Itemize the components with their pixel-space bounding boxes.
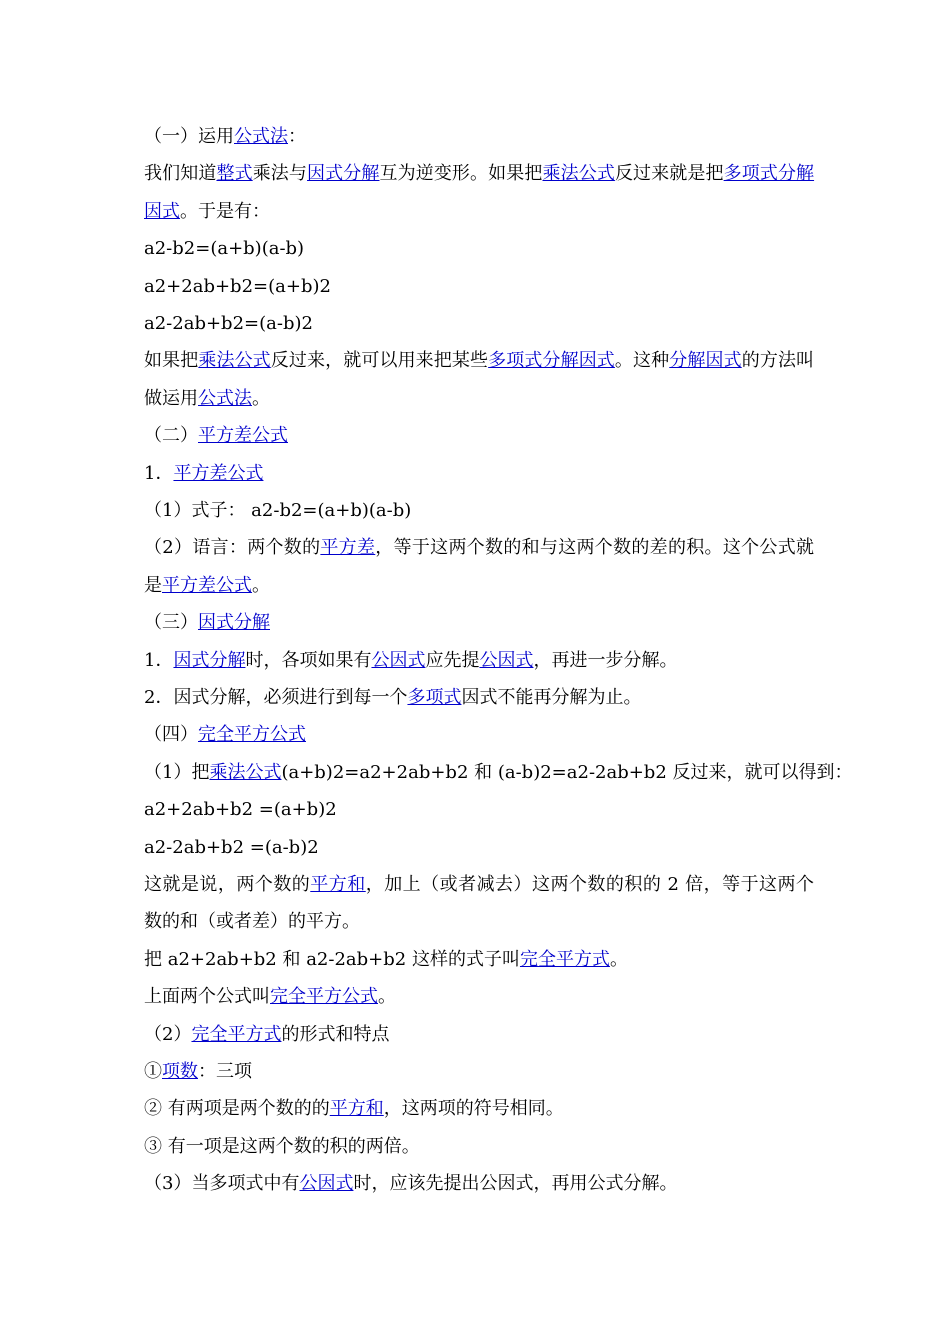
- paragraph-text: 上面两个公式叫: [144, 986, 270, 1008]
- paragraph: [144, 941, 814, 978]
- paragraph: [144, 1090, 814, 1127]
- paragraph-text: 。: [609, 948, 628, 970]
- paragraph-text: 2．因式分解，必须进行到每一个: [144, 686, 408, 708]
- paragraph-text: a2-2ab+b2=(a-b)2: [144, 312, 313, 334]
- paragraph-text: 因式不能再分解为止。: [461, 686, 642, 708]
- paragraph: [144, 1016, 814, 1053]
- term-link[interactable]: 项数: [162, 1060, 198, 1082]
- paragraph-text: 这就是说，两个数的: [144, 873, 311, 895]
- paragraph: [144, 829, 814, 866]
- paragraph-text: ，加上（或者减去）这两个数的积的 2 倍，等于这两个数的和（或者差）的平方。: [144, 873, 815, 933]
- paragraph: [144, 604, 814, 641]
- paragraph-text: （二）: [144, 425, 198, 447]
- term-link[interactable]: 平方差公式: [198, 425, 288, 447]
- paragraph-text: ①: [144, 1060, 162, 1082]
- paragraph: [144, 305, 814, 342]
- term-link[interactable]: 公因式: [371, 649, 426, 671]
- paragraph: [144, 866, 814, 941]
- paragraph-text: （三）: [144, 612, 198, 634]
- paragraph-text: （3）当多项式中有: [144, 1173, 300, 1195]
- paragraph-text: （2）: [144, 1023, 192, 1045]
- paragraph-text: 1．: [144, 649, 174, 671]
- term-link[interactable]: 平方和: [329, 1098, 384, 1120]
- term-link[interactable]: 平方和: [310, 873, 366, 895]
- paragraph-text: （2）语言：两个数的: [144, 537, 321, 559]
- term-link[interactable]: 多项式: [407, 686, 462, 708]
- paragraph-text: 我们知道: [144, 163, 217, 185]
- paragraph-text: 。: [252, 574, 270, 596]
- paragraph: [144, 529, 814, 604]
- paragraph-text: （一）运用: [144, 126, 234, 147]
- paragraph: [144, 342, 814, 417]
- paragraph: [144, 754, 853, 791]
- paragraph-text: ：: [288, 126, 306, 147]
- paragraph-text: 的方法叫做运用: [144, 350, 815, 409]
- term-link[interactable]: 完全平方公式: [270, 986, 378, 1008]
- term-link[interactable]: 公因式: [479, 649, 534, 671]
- term-link[interactable]: 完全平方式: [191, 1023, 282, 1045]
- paragraph: [144, 1053, 814, 1090]
- paragraph-text: （四）: [144, 724, 198, 746]
- term-link[interactable]: 整式: [216, 163, 253, 185]
- paragraph-text: a2+2ab+b2=(a+b)2: [144, 275, 331, 297]
- paragraph-text: ③ 有一项是这两个数的积的两倍。: [144, 1135, 420, 1157]
- paragraph-text: ：三项: [198, 1060, 252, 1082]
- term-link[interactable]: 平方差公式: [173, 462, 264, 484]
- paragraph-text: 。于是有：: [180, 200, 270, 222]
- term-link[interactable]: 完全平方公式: [198, 724, 306, 746]
- term-link[interactable]: 公因式: [299, 1173, 354, 1195]
- paragraph: [144, 679, 814, 716]
- paragraph-text: 把 a2+2ab+b2 和 a2-2ab+b2 这样的式子叫: [144, 948, 520, 970]
- paragraph: [144, 455, 814, 492]
- paragraph: [144, 642, 814, 679]
- paragraph-text: 如果把: [144, 350, 199, 372]
- paragraph-text: 应先提: [425, 649, 480, 671]
- paragraph: [144, 492, 814, 529]
- paragraph-text: 。这种: [614, 350, 670, 372]
- paragraph: [144, 978, 814, 1015]
- term-link[interactable]: 乘法公式: [209, 761, 282, 783]
- paragraph-text: a2+2ab+b2 =(a+b)2: [144, 799, 337, 821]
- paragraph: [144, 155, 814, 230]
- paragraph-text: ② 有两项是两个数的的: [144, 1098, 330, 1120]
- term-link[interactable]: 多项式分解因式: [144, 163, 815, 222]
- term-link[interactable]: 因式分解: [307, 163, 380, 185]
- paragraph-text: 时，应该先提出公因式，再用公式分解。: [353, 1173, 678, 1195]
- term-link[interactable]: 公式法: [198, 387, 252, 409]
- paragraph-text: ，再进一步分解。: [533, 649, 678, 671]
- paragraph-text: a2-b2=(a+b)(a-b): [144, 238, 305, 260]
- term-link[interactable]: 完全平方式: [519, 948, 610, 970]
- term-link[interactable]: 分解因式: [669, 350, 742, 372]
- paragraph: [144, 230, 814, 267]
- term-link[interactable]: 因式分解: [173, 649, 246, 671]
- paragraph-text: （1）把: [144, 761, 210, 783]
- paragraph-text: ，等于这两个数的和与这两个数的差的积。这个公式就是: [144, 537, 815, 596]
- paragraph-text: 反过来就是把: [614, 163, 724, 185]
- paragraph: [144, 417, 814, 454]
- term-link[interactable]: 因式分解: [198, 612, 270, 634]
- document-body: [144, 118, 853, 1202]
- term-link[interactable]: 平方差公式: [162, 574, 252, 596]
- paragraph-text: （1）式子： a2-b2=(a+b)(a-b): [144, 499, 412, 521]
- paragraph: [144, 791, 814, 828]
- paragraph-text: ，这两项的符号相同。: [383, 1098, 564, 1120]
- paragraph-text: 乘法与: [252, 163, 308, 185]
- paragraph-text: 。: [252, 387, 270, 409]
- paragraph-text: a2-2ab+b2 =(a-b)2: [144, 836, 319, 858]
- paragraph: [144, 1165, 814, 1202]
- paragraph-text: 的形式和特点: [281, 1023, 390, 1045]
- paragraph-text: 反过来，就可以用来把某些: [270, 350, 489, 372]
- term-link[interactable]: 乘法公式: [542, 163, 615, 185]
- paragraph-text: (a+b)2=a2+2ab+b2 和 (a-b)2=a2-2ab+b2 反过来，就可以得到：: [281, 761, 853, 783]
- term-link[interactable]: 多项式分解因式: [488, 350, 615, 372]
- paragraph-text: 1．: [144, 462, 174, 484]
- paragraph-text: 。: [378, 986, 396, 1008]
- term-link[interactable]: 公式法: [234, 126, 288, 147]
- term-link[interactable]: 平方差: [320, 537, 376, 559]
- paragraph: [144, 268, 814, 305]
- paragraph: [144, 1128, 814, 1165]
- paragraph: [144, 118, 814, 155]
- paragraph-text: 互为逆变形。如果把: [379, 163, 543, 185]
- term-link[interactable]: 乘法公式: [198, 350, 271, 372]
- paragraph: [144, 716, 814, 753]
- paragraph-text: 时，各项如果有: [245, 649, 372, 671]
